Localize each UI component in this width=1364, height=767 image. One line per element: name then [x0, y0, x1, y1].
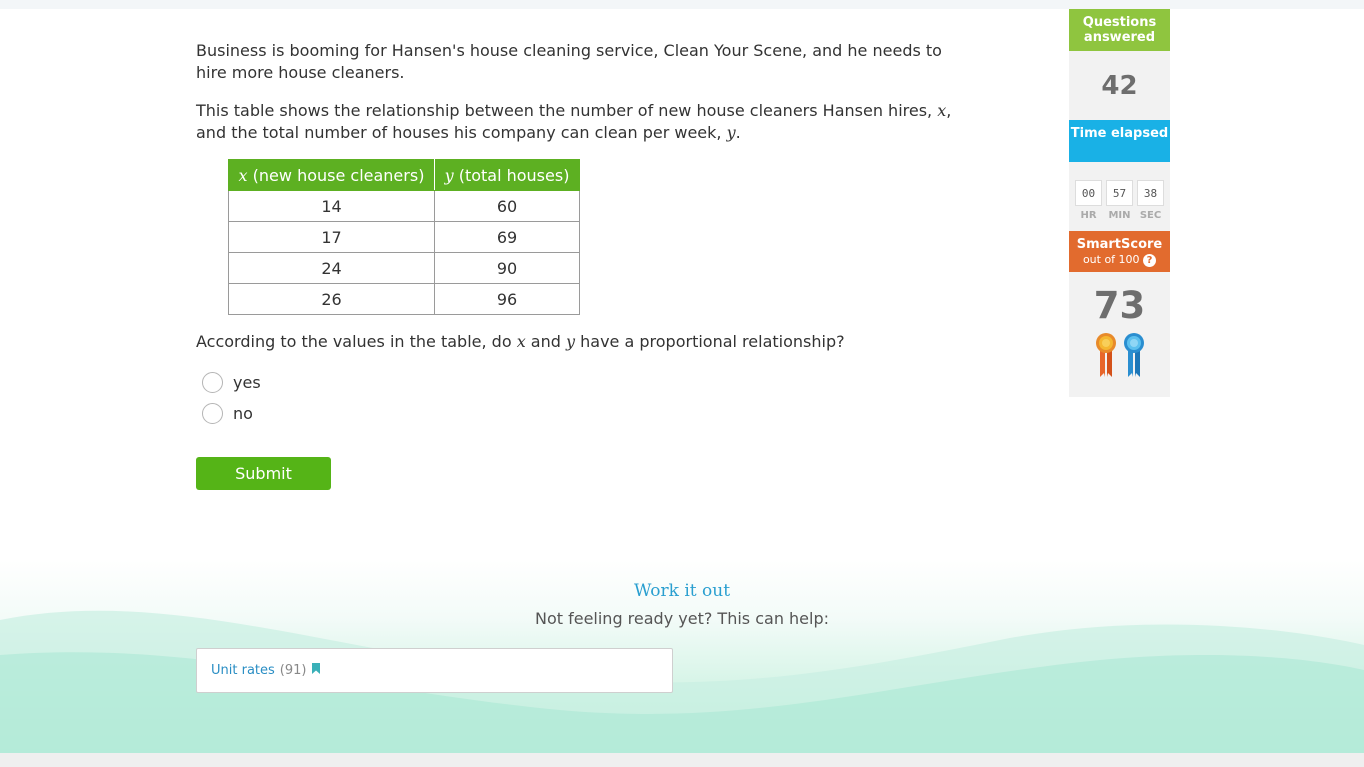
table-cell-x: 24: [229, 253, 435, 284]
table-row: [229, 222, 580, 253]
unit-rates-count: (91): [279, 663, 307, 678]
timer: [1069, 162, 1170, 231]
gold-ribbon-icon: [1094, 332, 1118, 382]
table-cell-y: 96: [435, 284, 580, 315]
option-yes[interactable]: [202, 371, 261, 393]
table-row: [229, 284, 580, 315]
bottom-strip: [0, 753, 1364, 767]
medals: [1069, 332, 1170, 382]
table-cell-x: 14: [229, 191, 435, 222]
values-table: [228, 159, 580, 315]
smartscore-body: [1069, 272, 1170, 397]
help-resource-box: [196, 648, 673, 693]
option-no[interactable]: [202, 402, 253, 424]
radio-no[interactable]: [202, 403, 223, 424]
column-header-x: x (new house cleaners): [229, 160, 435, 191]
smartscore-header: [1069, 231, 1170, 272]
top-strip: [0, 0, 1364, 9]
timer-minutes: 57: [1106, 180, 1133, 206]
timer-hours: 00: [1075, 180, 1102, 206]
questions-answered-value: 42: [1069, 51, 1170, 120]
table-cell-y: 60: [435, 191, 580, 222]
column-header-y: y (total houses): [435, 160, 580, 191]
questions-answered-header: Questions answered: [1069, 9, 1170, 51]
table-description: This table shows the relationship between the number of new house cleaners Hansen hires, x, and the total number of houses his company can clean per week, y.: [196, 101, 952, 142]
unit-rates-link[interactable]: Unit rates: [211, 663, 275, 678]
table-row: [229, 191, 580, 222]
timer-min-label: MIN: [1108, 210, 1131, 221]
work-it-out-subtitle: Not feeling ready yet? This can help:: [534, 609, 830, 628]
time-elapsed-header: Time elapsed: [1069, 120, 1170, 162]
help-icon[interactable]: ?: [1143, 254, 1156, 267]
option-no-label: no: [233, 403, 253, 423]
table-row: [229, 253, 580, 284]
table-cell-y: 90: [435, 253, 580, 284]
timer-sec-label: SEC: [1139, 210, 1162, 221]
question-prompt: According to the values in the table, do x and y have a proportional relationship?: [196, 332, 845, 351]
timer-seconds: 38: [1137, 180, 1164, 206]
table-cell-x: 17: [229, 222, 435, 253]
timer-hr-label: HR: [1080, 210, 1097, 221]
question-text: [196, 40, 976, 160]
blue-ribbon-icon: [1122, 332, 1146, 382]
question-intro: Business is booming for Hansen's house cleaning service, Clean Your Scene, and he needs to hire more house cleaners.: [196, 41, 942, 82]
smartscore-value: 73: [1093, 284, 1146, 327]
smartscore-sublabel: out of 100 ?: [1069, 252, 1170, 267]
table-cell-x: 26: [229, 284, 435, 315]
table-cell-y: 69: [435, 222, 580, 253]
radio-yes[interactable]: [202, 372, 223, 393]
bookmark-icon: [312, 663, 320, 678]
stats-sidebar: [1069, 9, 1170, 397]
work-it-out-title: Work it out: [633, 581, 731, 601]
option-yes-label: yes: [233, 372, 261, 392]
smartscore-label: SmartScore: [1076, 237, 1163, 252]
submit-button[interactable]: Submit: [196, 457, 331, 490]
